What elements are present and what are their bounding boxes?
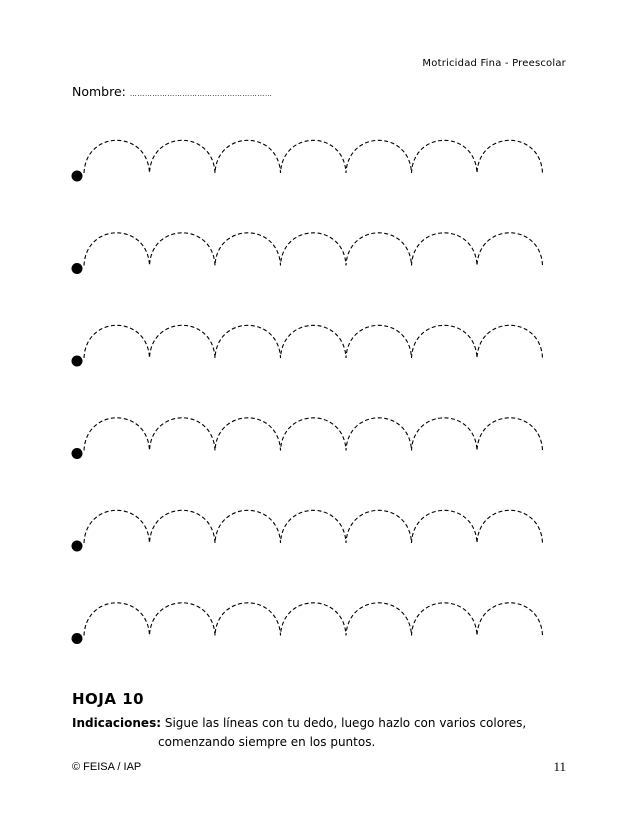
start-dot	[72, 263, 83, 274]
start-dot	[72, 633, 83, 644]
sheet-title: HOJA 10	[72, 690, 145, 708]
start-dot	[72, 541, 83, 552]
footer-credit: © FEISA / IAP	[72, 761, 142, 773]
tracing-row	[72, 325, 543, 366]
header-subject: Motricidad Fina - Preescolar	[422, 58, 566, 69]
start-dot	[72, 171, 83, 182]
dashed-arch-line	[84, 140, 543, 173]
dashed-arch-line	[84, 233, 543, 266]
tracing-row	[72, 233, 543, 274]
start-dot	[72, 448, 83, 459]
start-dot	[72, 356, 83, 367]
instructions-line-1: Sigue las líneas con tu dedo, luego hazlo con varios colores,	[164, 716, 527, 730]
tracing-row	[72, 140, 543, 181]
instructions	[72, 714, 572, 752]
instructions-label: Indicaciones:	[72, 716, 162, 730]
name-blank-line[interactable]: …………………………………………………	[129, 90, 273, 98]
tracing-row	[72, 603, 543, 644]
dashed-arch-line	[84, 418, 543, 451]
dashed-arch-line	[84, 603, 543, 636]
name-label: Nombre:	[72, 84, 126, 99]
dashed-arch-line	[84, 510, 543, 543]
page-number: 11	[553, 759, 566, 774]
dashed-arch-line	[84, 325, 543, 358]
instructions-line-2: comenzando siempre en los puntos.	[158, 735, 376, 749]
tracing-row	[72, 418, 543, 459]
tracing-row	[72, 510, 543, 551]
